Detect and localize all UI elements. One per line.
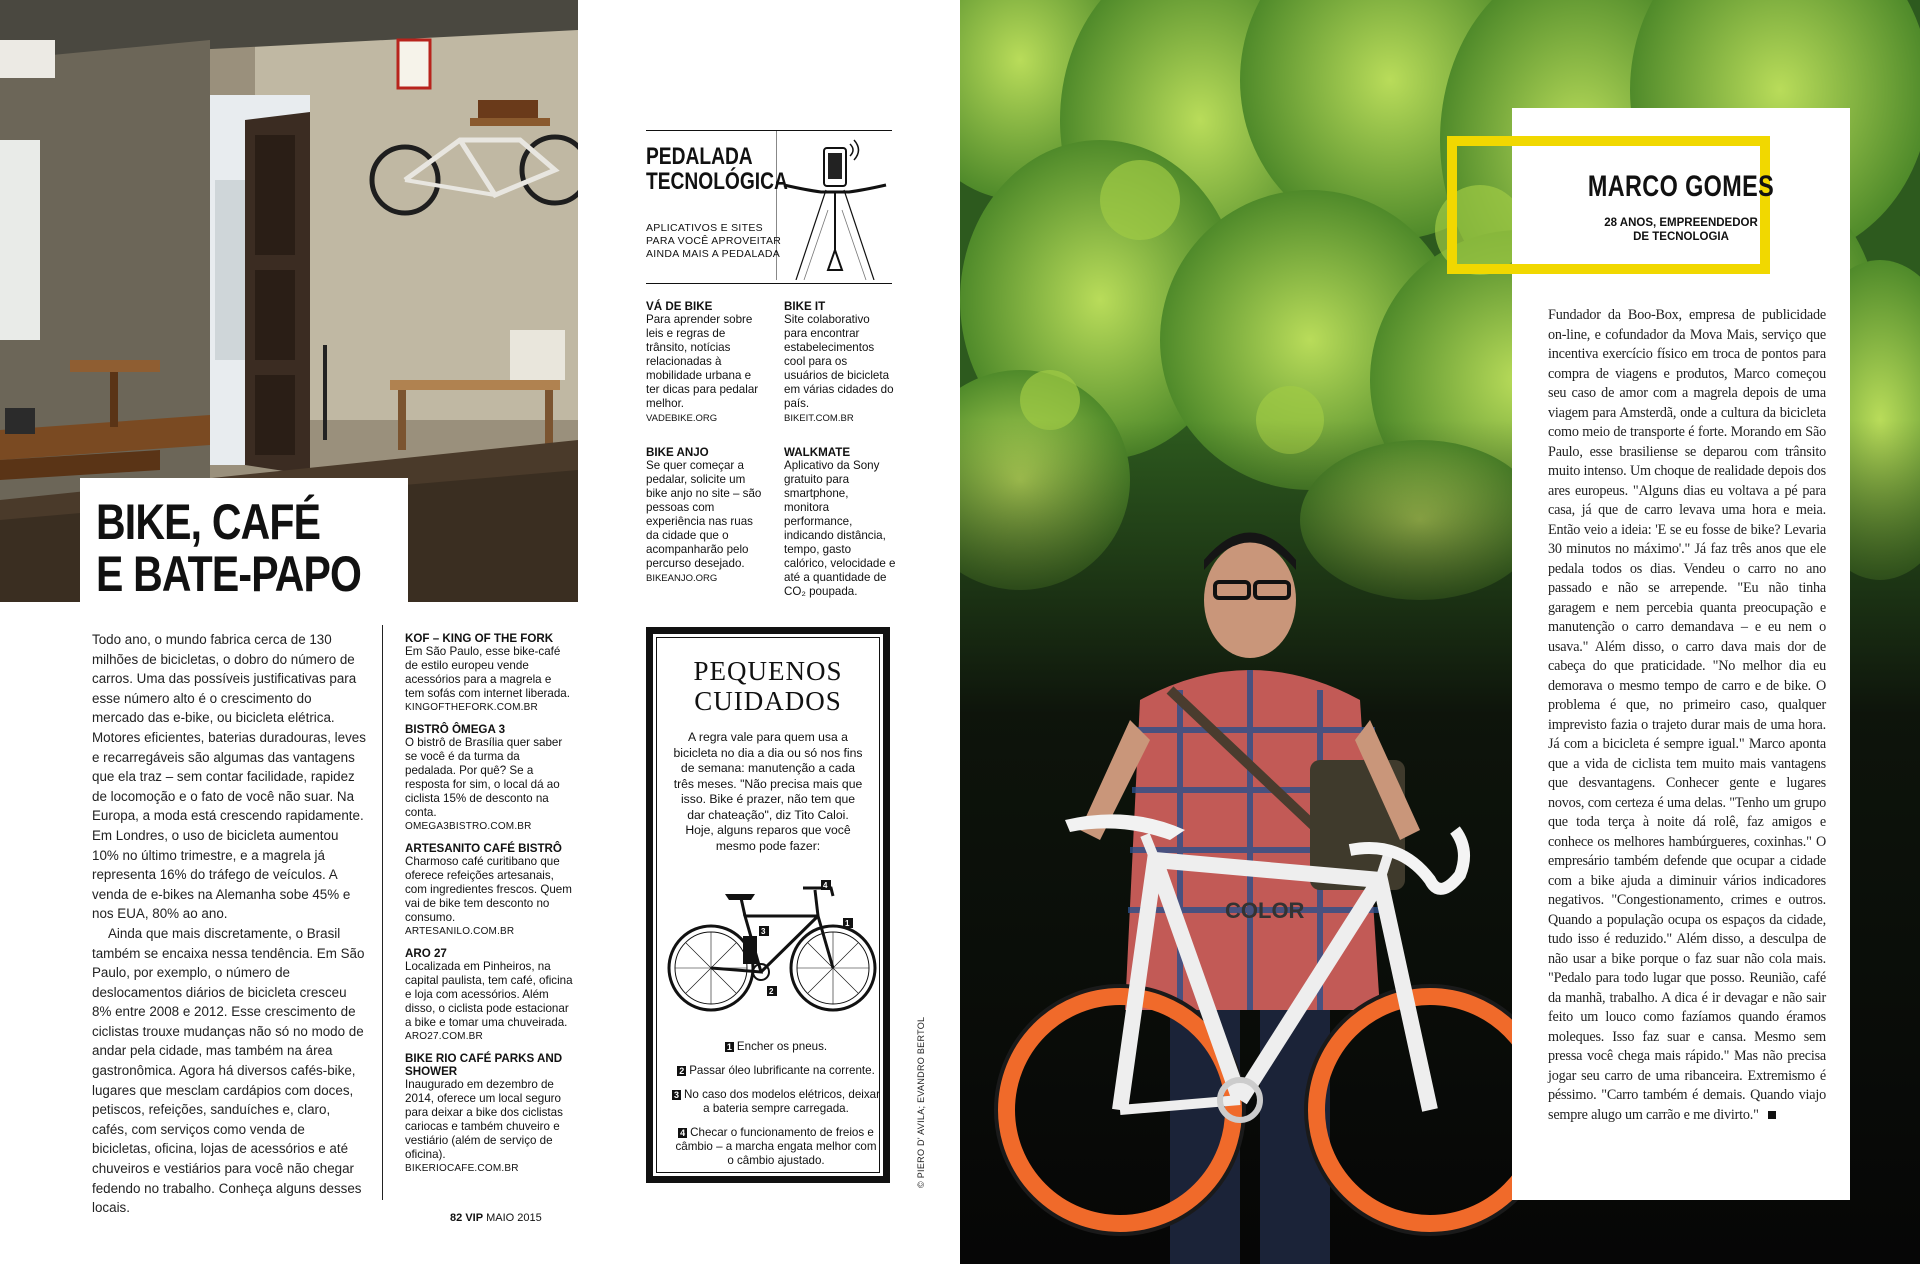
profile-name: MARCO GOMES bbox=[1587, 170, 1775, 203]
listing-title: KOF – KING OF THE FORK bbox=[405, 632, 554, 645]
tech-app-bike-anjo bbox=[646, 446, 764, 584]
body-paragraph-2: Ainda que mais discretamente, o Brasil também se encaixa nessa tendência. Em São Paulo, por exemplo, o número de deslocamentos diários de bicicleta cresceu 8% entre 2008 e 2012. Esse crescimento de ciclistas trouxe mudanças não só no modo de andar pela cidade, mas também na área gastronômica. Agora há diversos cafés-bike, lugares que mesclam cardápios com doces, petiscos, refeições, sanduíches e, claro, cafés, com serviços como venda de bicicletas, oficina, lojas de acessórios e até chuveiros e vestiários para você não chegar fedendo no trabalho. Conheça alguns desses locais. bbox=[92, 925, 365, 1216]
listing-item bbox=[405, 632, 573, 713]
listing-item bbox=[405, 723, 573, 832]
tech-app-text: Site colaborativo para encontrar estabelecimentos cool para os usuários de bicicleta em várias cidades do país. bbox=[784, 313, 894, 410]
step-number: 1 bbox=[726, 1042, 732, 1052]
listing-url: OMEGA3BISTRO.COM.BR bbox=[405, 821, 532, 832]
step-text: Passar óleo lubrificante na corrente. bbox=[689, 1064, 875, 1077]
body-paragraph-1: Todo ano, o mundo fabrica cerca de 130 milhões de bicicletas, o dobro do número de carros. Uma das possíveis justificativas para esse número alto é o crescimento do mercado das e-bike, ou bicicleta elétrica. Motores eficientes, baterias duradouras, leves e recarregáveis são algumas das vantagens que ela traz – sem contar facilidade, rapidez de locomoção e o fato de você não suar. Na Europa, a moda está crescendo rapidamente. Em Londres, o uso de bicicleta aumentou 10% no último trimestre, e a magrela já representa 16% do tráfego de veículos. A venda de e-bikes na Alemanha sobe 45% e nos EUA, 80% ao ano. bbox=[92, 632, 366, 922]
care-box bbox=[646, 627, 890, 1183]
step-number: 2 bbox=[679, 1066, 685, 1076]
step-text: Checar o funcionamento de freios e câmbio – a marcha engata melhor com o câmbio ajustado. bbox=[675, 1126, 877, 1167]
step-text: Encher os pneus. bbox=[736, 1040, 828, 1053]
tech-subtitle-line-1: APLICATIVOS E SITES bbox=[646, 222, 763, 234]
listing-text: Localizada em Pinheiros, na capital paulista, tem café, oficina e loja com acessórios. Além disso, o ciclista pode estacionar a bike e tomar uma chuveirada. bbox=[405, 960, 573, 1029]
care-title-line-2: CUIDADOS bbox=[694, 686, 842, 716]
listings-divider bbox=[382, 625, 383, 1200]
tech-app-bike-it bbox=[784, 300, 894, 424]
listing-url: KINGOFTHEFORK.COM.BR bbox=[405, 702, 538, 713]
tech-app-name: WALKMATE bbox=[784, 446, 851, 459]
tech-subtitle-line-2: PARA VOCÊ APROVEITAR bbox=[646, 235, 782, 247]
tech-app-text: Para aprender sobre leis e regras de trânsito, notícias relacionadas à mobilidade urbana e ter dicas para pedalar melhor. bbox=[646, 313, 759, 410]
svg-text:2: 2 bbox=[769, 987, 774, 996]
page-number: 82 bbox=[450, 1212, 463, 1224]
profile-role bbox=[1512, 216, 1850, 244]
tech-title-line-1: PEDALADA bbox=[646, 143, 753, 170]
tech-header bbox=[646, 130, 890, 285]
listing-item bbox=[405, 947, 573, 1042]
listing-url: ARO27.COM.BR bbox=[405, 1031, 483, 1042]
tech-app-name: BIKE IT bbox=[784, 300, 826, 313]
listing-title: BISTRÔ ÔMEGA 3 bbox=[405, 723, 506, 736]
headline-line-1: BIKE, CAFÉ bbox=[96, 494, 321, 550]
care-steps bbox=[671, 1040, 881, 1168]
svg-text:3: 3 bbox=[761, 927, 766, 936]
svg-text:1: 1 bbox=[845, 919, 850, 928]
bike-diagram bbox=[663, 876, 883, 1016]
listing-text: Charmoso café curitibano que oferece refeições artesanais, com ingredientes frescos. Quem vai de bike tem desconto no consumo. bbox=[405, 855, 572, 924]
care-step bbox=[671, 1088, 881, 1116]
listing-item bbox=[405, 842, 573, 937]
step-number: 4 bbox=[680, 1128, 686, 1138]
listing-url: BIKERIOCAFE.COM.BR bbox=[405, 1163, 519, 1174]
profile-text bbox=[1548, 306, 1826, 1125]
listing-text: Em São Paulo, esse bike-café de estilo europeu vende acessórios para a magrela e tem sofás com internet liberada. bbox=[405, 645, 570, 700]
tech-app-url: BIKEIT.COM.BR bbox=[784, 413, 854, 424]
listing-title: BIKE RIO CAFÉ PARKS AND SHOWER bbox=[405, 1052, 563, 1078]
headline-line-2: E BATE-PAPO bbox=[96, 546, 362, 602]
profile-paragraph: Fundador da Boo-Box, empresa de publicidade on-line, e cofundador da Mova Mais, serviço que incentiva exercício físico em troca de pontos para compra de viagens e produtos, Marco começou seu caso de amor com a magrela depois de uma viagem para Amsterdã, onde a cultura da bicicleta como meio de transporte é forte. Morando em São Paulo, esse brasiliense se deparou com trânsito muito intenso. Um choque de realidade depois dos ares europeus. "Alguns dias eu voltava a pé para casa, já que de carro levava uma hora e meia. Então veio a ideia: 'E se eu fosse de bike? Levaria 30 minutos no máximo'." Já faz três anos que ele pedala todos os dias. Vendeu o carro no ano passado e não se arrepende. "Eu não tinha garagem e nem percebia quanta preocupação e manutenção o carro demandava – e eu nem o usava." Além disso, o carro dava mais dor de cabeça do que praticidade. "No melhor dia eu demorava o mesmo tempo de carro e de bike. O problema é que, no primeiro caso, qualquer imprevisto fazia o trajeto durar mais de uma hora. Já com a bicicleta é sempre igual." Marco aponta que a vida de ciclista tem muito mais vantagens que desvantagens. Conhecer gente e lugares novos, com certeza é uma delas. "Tenho um grupo que toda terça à noite dá rolê, faz amigos e conhece os melhores hambúrgueres, coxinhas." O empresário também defende que ocupar a cidade com a bike ajuda a diminuir vários indicadores negativos. "Congestionamento, crimes e outros. Quando a população ocupa os espaços da cidade, tudo isso é reduzido." Além disso, a desculpa de não usar a bike porque o faz suar não cola mais. "Pedalo para todo lugar que posso. Reunião, café da manhã, trabalho. A dica é ir devagar e não sair feito um louco como fazíamos quando éramos moleques. Isso faz suar e cansa. Mesmo sem pressa você chega mais rápido." Mas não precisa jogar seu carro de uma ribanceira. Extremismo é péssimo. "Carro também é demais. Quando viajo sempre alugo um carrão e me divirto." bbox=[1548, 307, 1826, 1123]
listing-text: O bistrô de Brasília quer saber se você é da turma da pedalada. Por quê? Se a resposta for sim, o local dá ao ciclista 15% de desconto na conta. bbox=[405, 736, 563, 819]
end-mark bbox=[1768, 1111, 1776, 1119]
tech-subtitle bbox=[646, 222, 781, 261]
tech-app-text: Se quer começar a pedalar, solicite um bike anjo no site – são pessoas com experiência nas ruas da cidade que o acompanharão pelo percurso desejado. bbox=[646, 459, 762, 570]
tech-app-url: VADEBIKE.ORG bbox=[646, 413, 718, 424]
cafe-listings bbox=[405, 632, 573, 1184]
tech-app-name: BIKE ANJO bbox=[646, 446, 709, 459]
photo-credit: © PIERO D' AVILA; EVANDRO BERTOL bbox=[916, 1016, 926, 1188]
tech-app-url: BIKEANJO.ORG bbox=[646, 573, 718, 584]
step-number: 3 bbox=[674, 1090, 680, 1100]
care-intro: A regra vale para quem usa a bicicleta no dia a dia ou só nos fins de semana: manutenção a cada três meses. "Não precisa mais que isso. Bike é prazer, não tem que dar chateação", diz Tito Caloi. Hoje, alguns reparos que você mesmo pode fazer: bbox=[673, 730, 863, 853]
tech-app-walkmate bbox=[784, 446, 896, 599]
listing-url: ARTESANILO.COM.BR bbox=[405, 926, 515, 937]
listing-title: ARTESANITO CAFÉ BISTRÔ bbox=[405, 842, 562, 855]
magazine-name: VIP bbox=[465, 1212, 484, 1224]
listing-item bbox=[405, 1052, 573, 1174]
phone-handlebar-icon bbox=[776, 130, 894, 280]
profile-role-line-1: 28 ANOS, EMPREENDEDOR bbox=[1604, 217, 1758, 229]
tech-app-text: Aplicativo da Sony gratuito para smartphone, monitora performance, indicando distância, tempo, gasto calórico, velocidade e até a quantidade de CO₂ poupada. bbox=[784, 459, 896, 598]
folio bbox=[450, 1212, 542, 1224]
svg-text:4: 4 bbox=[823, 881, 828, 890]
bike-frame-text: COLOR bbox=[1225, 898, 1305, 923]
article-body bbox=[92, 630, 366, 1218]
tech-title bbox=[646, 144, 788, 194]
care-step bbox=[671, 1126, 881, 1168]
tech-title-line-2: TECNOLÓGICA bbox=[646, 168, 788, 195]
care-box-inner bbox=[656, 637, 880, 1173]
profile-header bbox=[1512, 170, 1850, 244]
care-title-line-1: PEQUENOS bbox=[693, 656, 843, 686]
tech-app-name: VÁ DE BIKE bbox=[646, 300, 713, 313]
care-step bbox=[671, 1064, 881, 1078]
listing-text: Inaugurado em dezembro de 2014, oferece um local seguro para deixar a bike dos ciclistas cariocas e também chuveiro e vestiário (além de serviço de oficina). bbox=[405, 1078, 563, 1161]
step-text: No caso dos modelos elétricos, deixar a bateria sempre carregada. bbox=[684, 1088, 880, 1115]
profile-role-line-2: DE TECNOLOGIA bbox=[1633, 231, 1729, 243]
article-headline bbox=[80, 478, 408, 608]
issue-date: MAIO 2015 bbox=[486, 1212, 542, 1224]
care-title bbox=[657, 656, 879, 716]
tech-subtitle-line-3: AINDA MAIS A PEDALADA bbox=[646, 248, 781, 260]
care-step bbox=[671, 1040, 881, 1054]
tech-app-va-de-bike bbox=[646, 300, 764, 424]
listing-title: ARO 27 bbox=[405, 947, 447, 960]
